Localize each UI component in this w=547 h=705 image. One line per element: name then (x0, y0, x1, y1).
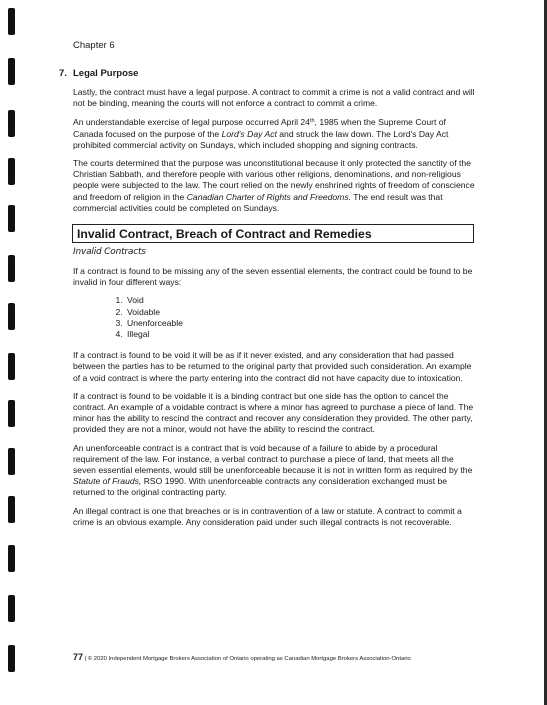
binder-hole (8, 448, 15, 475)
binder-hole (8, 110, 15, 137)
binder-hole (8, 400, 15, 427)
binder-hole (8, 353, 15, 380)
list-item: 3. Unenforceable (125, 318, 475, 329)
binder-hole (8, 58, 15, 85)
binder-hole (8, 205, 15, 232)
copyright-text: © 2020 Independent Mortgage Brokers Association of Ontario operating as Canadian Mortgage Brokers Association-Ontario (87, 656, 411, 662)
binder-hole (8, 8, 15, 35)
heading-number: 7. (59, 68, 67, 79)
list-item: 4. Illegal (125, 329, 475, 340)
legal-purpose-para-3: The courts determined that the purpose was unconstitutional because it only protected the sanctity of the Christian Sabbath, and therefore people with various other religions, denominations, and non-religious people were subjected to the law. The court relied on the newly enshrined rights of freedom of conscience and freedom of religion in the Canadian Charter of Rights and Freedoms. The end result was that commercial activities could be completed on Sundays. (73, 158, 475, 213)
invalid-intro-para: If a contract is found to be missing any of the seven essential elements, the contract could be found to be invalid in four different ways: (73, 266, 473, 288)
invalid-types-list (73, 295, 475, 340)
binder-hole (8, 545, 15, 572)
section-title-box: Invalid Contract, Breach of Contract and Remedies (72, 224, 474, 243)
page-content (59, 40, 475, 535)
binder-hole (8, 158, 15, 185)
void-para: If a contract is found to be void it will be as if it never existed, and any consideration that had passed between the parties has to be returned to the original party that provided such consideration. An example of a void contract is where the party entering into the contract did not have capacity due to intoxication. (73, 350, 472, 383)
chapter-header: Chapter 6 (73, 40, 115, 51)
binder-holes (6, 0, 18, 705)
binder-hole (8, 645, 15, 672)
unenforceable-para: An unenforceable contract is a contract that is void because of a failure to abide by a procedural requirement of the law. For instance, a verbal contract to purchase a piece of land, that meets all the seven essential elements, would still be unenforceable because it is not in written form as required by the Statute of Frauds, RSO 1990. With unenforceable contracts any consideration exchanged must be returned to the original contracting party. (73, 442, 473, 498)
heading-title: Legal Purpose (73, 68, 139, 79)
binder-hole (8, 496, 15, 523)
page-footer (73, 652, 411, 662)
legal-purpose-para-2: An understandable exercise of legal purpose occurred April 24th, 1985 when the Supreme Court of Canada focused on the purpose of the Lord's Day Act and struck the law down. The Lord's Day Act prohibited commercial activity on Sundays, which included shopping and signing contracts. (73, 117, 449, 150)
list-item: 1. Void (125, 295, 475, 306)
voidable-para: If a contract is found to be voidable it is a binding contract but one side has the option to cancel the contract. An example of a voidable contract is where a minor has agreed to purchase a piece of land. The minor has the ability to rescind the contract and recover any consideration they provided. The other party, provided they are not a minor, would not have the ability to rescind the contract. (73, 390, 474, 435)
subheading-invalid-contracts: Invalid Contracts (73, 247, 146, 258)
binder-hole (8, 303, 15, 330)
illegal-para: An illegal contract is one that breaches or is in contravention of a law or statute. A contract to commit a crime is an obvious example. Any consideration paid under such illegal contracts is not recoverable. (73, 505, 462, 527)
binder-hole (8, 595, 15, 622)
page-number: 77 (73, 652, 84, 662)
legal-purpose-para-1: Lastly, the contract must have a legal purpose. A contract to commit a crime is not a valid contract and will not be binding, meaning the courts will not enforce a contract to commit a crime. (73, 87, 475, 109)
binder-hole (8, 255, 15, 282)
footer-separator: | (84, 656, 87, 662)
legal-purpose-heading (59, 68, 475, 79)
list-item: 2. Voidable (125, 307, 475, 318)
